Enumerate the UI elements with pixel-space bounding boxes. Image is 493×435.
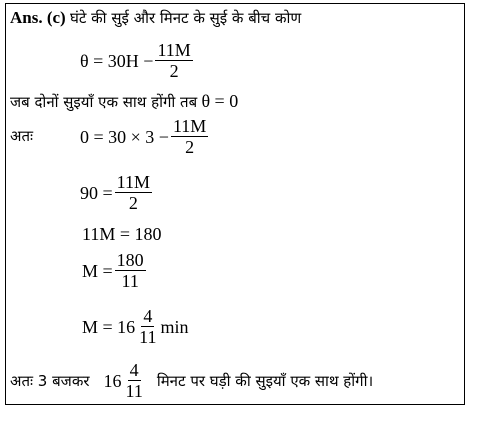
answer-label: Ans. (c) <box>10 8 66 27</box>
step4-fraction <box>115 250 146 291</box>
formula-fraction <box>155 40 192 81</box>
formula-line <box>80 40 195 81</box>
step2-fraction <box>115 172 152 213</box>
step4-lhs: M = <box>82 260 113 281</box>
step5-line <box>82 306 189 347</box>
step1-lhs: 0 = 30 × 3 − <box>80 126 169 147</box>
step3-line <box>82 224 162 245</box>
step5-fraction <box>137 306 158 347</box>
conclusion-line <box>10 360 373 401</box>
fraction-denominator: 2 <box>128 193 138 213</box>
fraction-numerator: 4 <box>129 360 139 380</box>
step1-fraction <box>171 116 208 157</box>
answer-header <box>10 8 301 28</box>
fraction-denominator: 2 <box>185 137 195 157</box>
fraction-numerator: 180 <box>116 250 144 270</box>
step1-line <box>10 126 33 146</box>
formula-lhs: θ = 30H − <box>80 50 154 71</box>
step5-unit: min <box>160 316 189 337</box>
fraction-numerator: 11M <box>157 40 191 60</box>
step5-lhs: M = 16 <box>82 316 136 337</box>
conclusion-suffix: मिनट पर घड़ी की सुइयाँ एक साथ होंगी। <box>156 371 374 390</box>
step2-line <box>80 172 154 213</box>
condition-line <box>10 91 238 112</box>
fraction-denominator: 11 <box>139 327 157 347</box>
fraction-denominator: 11 <box>125 381 143 401</box>
step2-lhs: 90 = <box>80 182 113 203</box>
step1-equation <box>80 116 210 157</box>
step3-expr: 11M = 180 <box>82 224 162 244</box>
conclusion-fraction <box>123 360 144 401</box>
fraction-denominator: 11 <box>121 271 139 291</box>
condition-expr: θ = 0 <box>201 91 239 111</box>
question-text: घंटे की सुई और मिनट के सुई के बीच कोण <box>69 9 302 27</box>
answer-box <box>5 3 465 405</box>
condition-text: जब दोनों सुइयाँ एक साथ होंगी तब <box>10 93 198 111</box>
conclusion-prefix: अतः 3 बजकर <box>10 371 90 390</box>
fraction-numerator: 4 <box>143 306 153 326</box>
fraction-numerator: 11M <box>172 116 207 136</box>
conclusion-whole: 16 <box>103 370 122 391</box>
step4-line <box>82 250 148 291</box>
fraction-denominator: 2 <box>169 61 179 81</box>
fraction-numerator: 11M <box>116 172 150 192</box>
step1-label: अतः <box>10 127 34 145</box>
